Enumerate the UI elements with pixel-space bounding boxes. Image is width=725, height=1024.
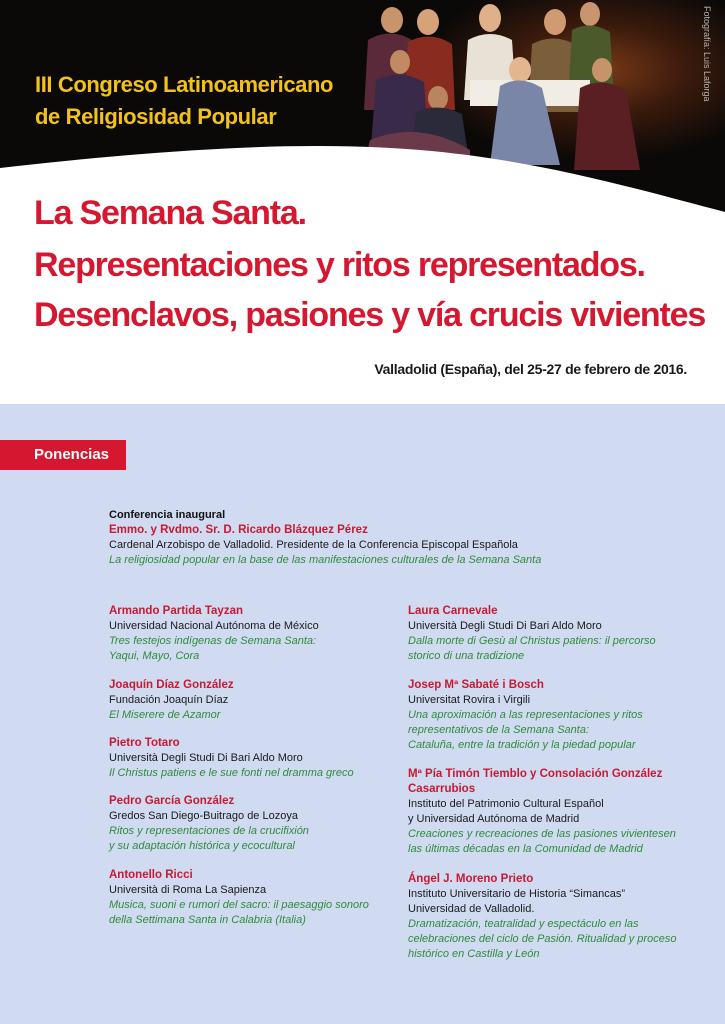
speaker-affiliation: Universitat Rovira i Virgili — [408, 694, 531, 706]
speaker-affiliation: Instituto Universitario de Historia “Simancas” — [408, 888, 626, 900]
speaker-name: Mª Pía Timón Tiemblo y Consolación González — [408, 768, 663, 780]
speaker-name: Laura Carnevale — [408, 605, 498, 617]
speaker-entry — [408, 678, 643, 753]
inaugural-label: Conferencia inaugural — [109, 509, 226, 521]
main-title-line3: Desenclavos, pasiones y vía crucis vivientes — [34, 296, 706, 334]
speaker-topic: Ritos y representaciones de la crucifixión — [109, 825, 309, 837]
speaker-name: Antonello Ricci — [109, 869, 193, 881]
main-title-line2: Representaciones y ritos representados. — [34, 246, 645, 284]
speaker-affiliation: y Universidad Autónoma de Madrid — [408, 813, 580, 825]
speaker-topic: Tres festejos indígenas de Semana Santa: — [109, 635, 317, 647]
speaker-entry — [408, 604, 656, 664]
speaker-affiliation: Università di Roma La Sapienza — [109, 884, 267, 896]
inaugural-conference — [109, 508, 541, 568]
speaker-name: Pietro Totaro — [109, 737, 180, 749]
speaker-entry — [408, 872, 676, 962]
photo-credit: Fotografía: Luis Laforga — [702, 6, 712, 102]
speaker-topic: della Settimana Santa in Calabria (Italia) — [109, 914, 306, 926]
speaker-topic: y su adaptación histórica y ecocultural — [109, 840, 295, 852]
main-title-line1: La Semana Santa. — [34, 194, 306, 232]
speaker-topic: Dramatización, teatralidad y espectáculo en las — [408, 918, 639, 930]
inaugural-affiliation: Cardenal Arzobispo de Valladolid. Presidente de la Conferencia Episcopal Española — [109, 539, 518, 551]
speaker-affiliation: Università Degli Studi Di Bari Aldo Moro — [109, 752, 303, 764]
speaker-name: Ángel J. Moreno Prieto — [408, 873, 534, 885]
speaker-entry — [109, 868, 369, 928]
speaker-affiliation: Fundación Joaquín Díaz — [109, 694, 229, 706]
speaker-entry — [109, 678, 234, 723]
congress-title-line2: de Religiosidad Popular — [35, 104, 277, 129]
speaker-entry — [408, 767, 676, 857]
speakers-panel — [0, 404, 725, 1024]
inaugural-topic: La religiosidad popular en la base de las manifestaciones culturales de la Semana Santa — [109, 554, 542, 566]
speaker-affiliation: Università Degli Studi Di Bari Aldo Moro — [408, 620, 602, 632]
speaker-affiliation: Universidad de Valladolid. — [408, 903, 535, 915]
speaker-affiliation: Gredos San Diego-Buitrago de Lozoya — [109, 810, 298, 822]
speaker-topic: Dalla morte di Gesù al Christus patiens: il percorso — [408, 635, 656, 647]
congress-title-line1: III Congreso Latinoamericano — [35, 72, 334, 97]
speaker-entry — [109, 736, 354, 781]
speaker-entry — [109, 604, 319, 664]
speaker-topic: histórico en Castilla y León — [408, 948, 540, 960]
speaker-entry — [109, 794, 309, 854]
speaker-topic: Una aproximación a las representaciones y ritos — [408, 709, 643, 721]
event-dateline: Valladolid (España), del 25-27 de febrero de 2016. — [374, 361, 687, 377]
speaker-affiliation: Instituto del Patrimonio Cultural Español — [408, 798, 604, 810]
speaker-name: Casarrubios — [408, 783, 476, 795]
speaker-name: Josep Mª Sabaté i Bosch — [408, 679, 544, 691]
speaker-name: Joaquín Díaz González — [109, 679, 234, 691]
speaker-topic: representativos de la Semana Santa: — [408, 724, 590, 736]
section-label-ponencias: Ponencias — [0, 440, 126, 470]
speaker-topic: Il Christus patiens e le sue fonti nel dramma greco — [109, 767, 354, 779]
speaker-topic: El Miserere de Azamor — [109, 709, 221, 721]
speaker-topic: Cataluña, entre la tradición y la piedad popular — [408, 739, 636, 751]
speaker-topic: Musica, suoni e rumori del sacro: il paesaggio sonoro — [109, 899, 369, 911]
speaker-affiliation: Universidad Nacional Autónoma de México — [109, 620, 319, 632]
inaugural-speaker-name: Emmo. y Rvdmo. Sr. D. Ricardo Blázquez Pérez — [109, 524, 368, 536]
speaker-topic: celebraciones del ciclo de Pasión. Ritualidad y proceso — [408, 933, 677, 945]
speaker-topic: storico di una tradizione — [408, 650, 525, 662]
speaker-name: Armando Partida Tayzan — [109, 605, 243, 617]
speaker-topic: Creaciones y recreaciones de las pasiones vivientesen — [408, 828, 676, 840]
speaker-topic: Yaqui, Mayo, Cora — [109, 650, 200, 662]
speaker-name: Pedro García González — [109, 795, 235, 807]
speaker-topic: las últimas décadas en la Comunidad de Madrid — [408, 843, 643, 855]
